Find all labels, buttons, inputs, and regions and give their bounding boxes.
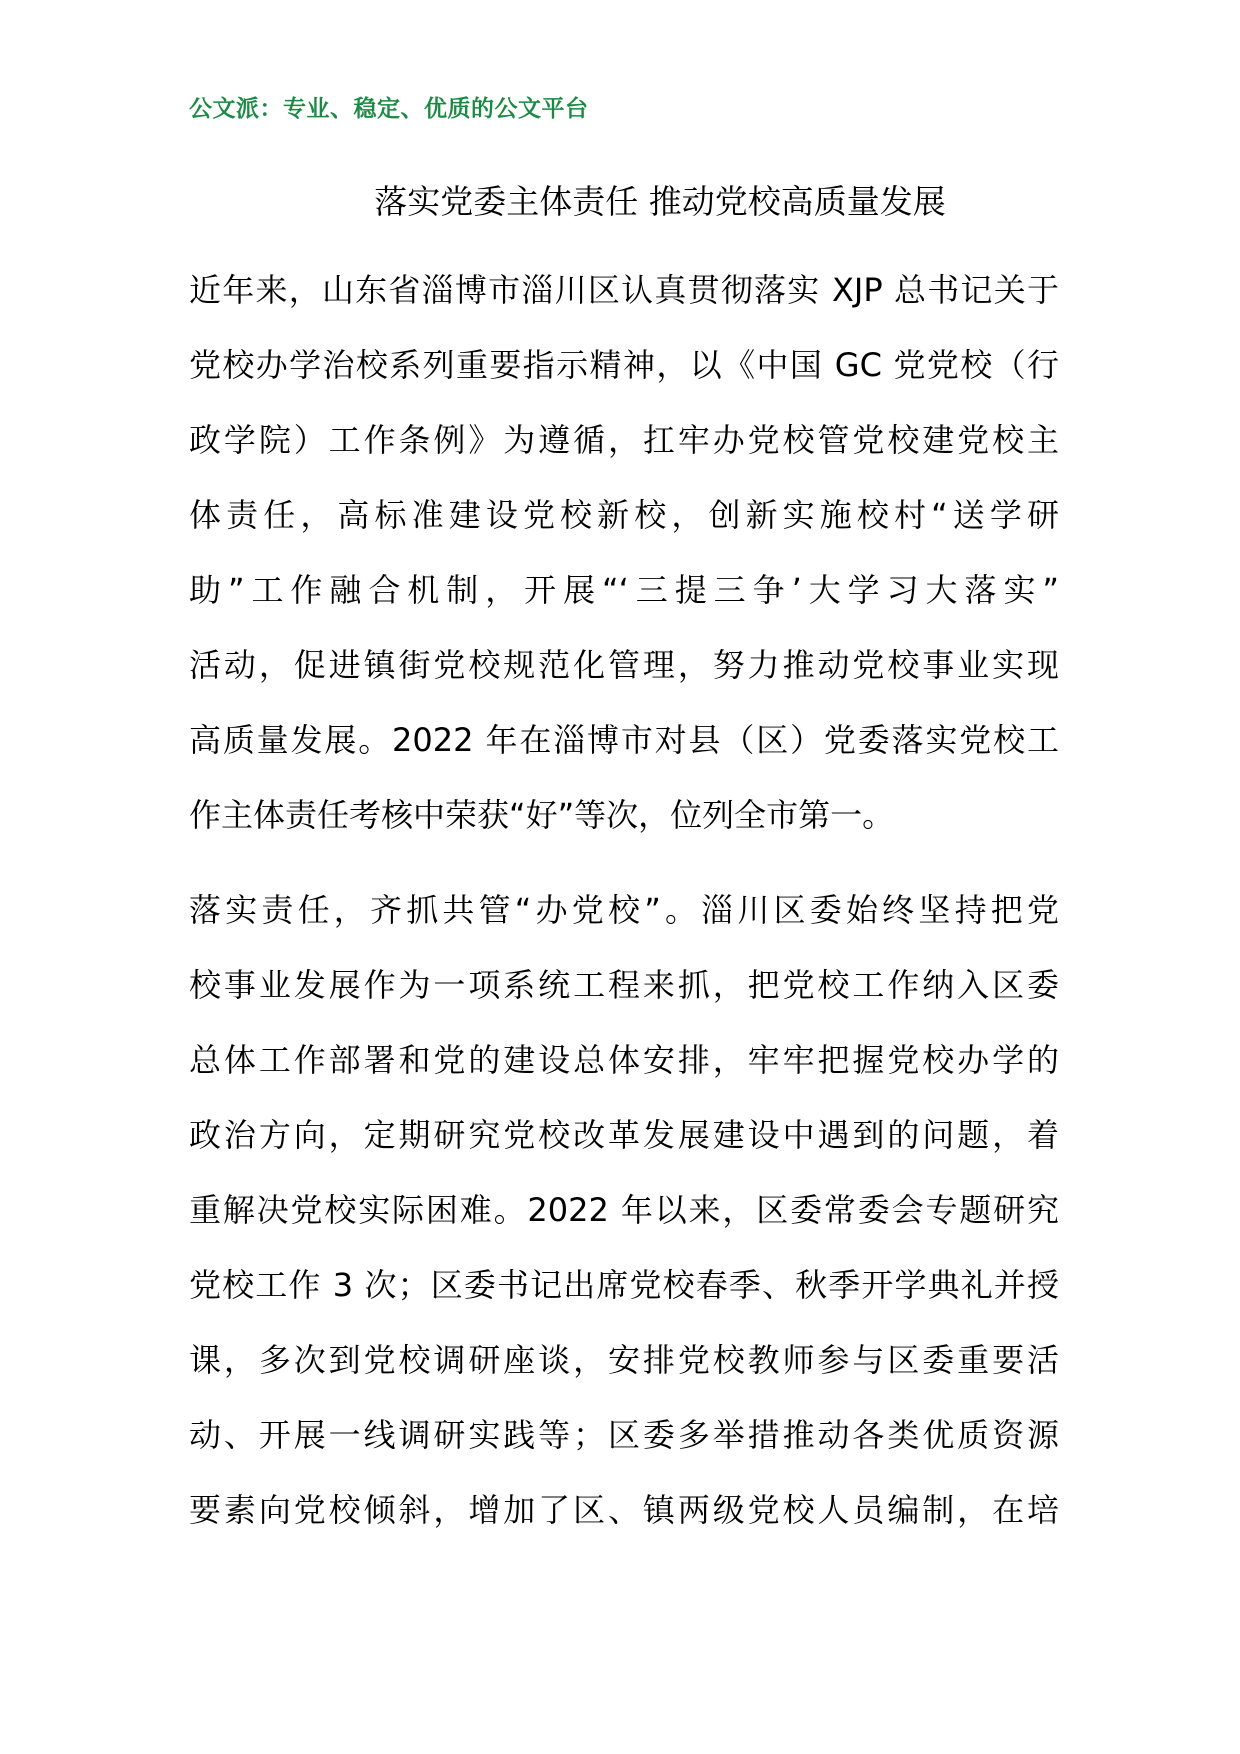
text-line: 重解决党校实际困难。2022 年以来，区委常委会专题研究: [189, 1191, 1059, 1229]
text-line: 总体工作部署和党的建设总体安排，牢牢把握党校办学的: [189, 1041, 1059, 1079]
text-line: 助”工作融合机制，开展“‘三提三争’大学习大落实”: [189, 571, 1059, 609]
text-line: 政治方向，定期研究党校改革发展建设中遇到的问题，着: [189, 1116, 1059, 1154]
paragraph-2: [189, 873, 1059, 1548]
text-line: 近年来，山东省淄博市淄川区认真贯彻落实 XJP 总书记关于: [189, 271, 1059, 309]
text-line: 课，多次到党校调研座谈，安排党校教师参与区委重要活: [189, 1341, 1059, 1379]
text-line: 落实责任，齐抓共管“办党校”。淄川区委始终坚持把党: [189, 891, 1059, 929]
text-line: 党校工作 3 次；区委书记出席党校春季、秋季开学典礼并授: [189, 1266, 1059, 1304]
text-line: 高质量发展。2022 年在淄博市对县（区）党委落实党校工: [189, 721, 1059, 759]
text-line: 动、开展一线调研实践等；区委多举措推动各类优质资源: [189, 1416, 1059, 1454]
site-slogan: 公文派：专业、稳定、优质的公文平台: [189, 96, 589, 122]
document-title: 落实党委主体责任 推动党校高质量发展: [374, 182, 946, 221]
text-line: 要素向党校倾斜，增加了区、镇两级党校人员编制，在培: [189, 1491, 1059, 1529]
text-line: 体责任，高标准建设党校新校，创新实施校村“送学研: [189, 496, 1059, 534]
text-line: 作主体责任考核中荣获“好”等次，位列全市第一。: [189, 796, 895, 834]
text-line: 校事业发展作为一项系统工程来抓，把党校工作纳入区委: [189, 966, 1059, 1004]
text-line: 活动，促进镇街党校规范化管理，努力推动党校事业实现: [189, 646, 1059, 684]
text-line: 政学院）工作条例》为遵循，扛牢办党校管党校建党校主: [189, 421, 1059, 459]
text-line: 党校办学治校系列重要指示精神，以《中国 GC 党党校（行: [189, 346, 1059, 384]
paragraph-1: [189, 253, 1059, 853]
